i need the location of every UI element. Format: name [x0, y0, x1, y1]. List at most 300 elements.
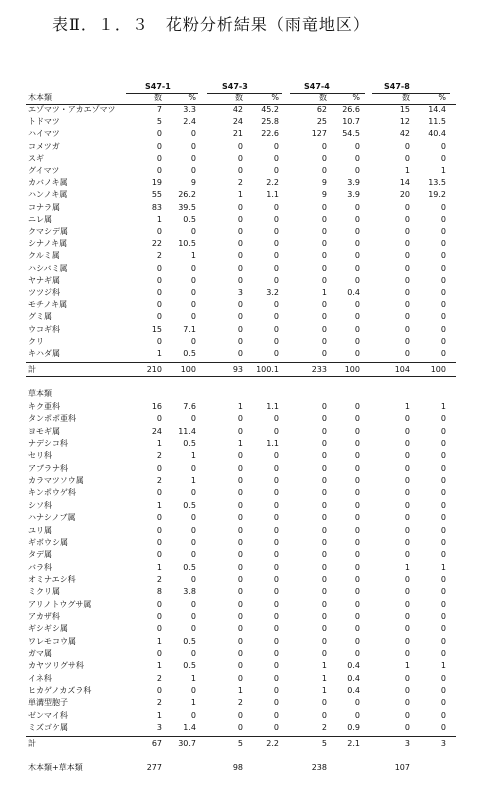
table-cell: 1	[190, 698, 196, 708]
table-cell: 0	[404, 574, 410, 584]
table-cell: 0	[237, 550, 243, 560]
table-cell: 0	[354, 550, 360, 560]
table-cell: 0	[321, 611, 327, 621]
table-cell: 3.2	[266, 288, 279, 297]
table-cell: 0	[190, 686, 196, 696]
taxon-name: シナノキ属	[28, 239, 68, 249]
table-cell: 0	[273, 336, 279, 346]
table-cell: 0	[190, 263, 196, 273]
column-header: %	[271, 93, 279, 102]
table-row	[0, 549, 487, 561]
table-cell: 0	[404, 636, 410, 646]
table-cell: 0	[321, 153, 327, 163]
table-cell: 0	[404, 525, 410, 535]
taxon-name: ギボウシ属	[28, 537, 68, 547]
table-cell: 0	[156, 336, 162, 346]
taxon-name: 単溝型胞子	[28, 698, 68, 708]
total-label: 計	[28, 365, 36, 374]
table-cell: 0	[156, 141, 162, 151]
table-cell: 0	[321, 698, 327, 708]
table-cell: 0	[237, 227, 243, 236]
table-row	[0, 611, 487, 623]
table-cell: 42	[399, 129, 410, 139]
table-row	[0, 586, 487, 598]
taxon-name: ツツジ科	[28, 288, 60, 297]
table-cell: 0	[190, 611, 196, 621]
table-cell: 0	[273, 476, 279, 486]
table-cell: 0	[273, 324, 279, 334]
table-cell: 2	[237, 698, 243, 708]
table-cell: 0	[354, 263, 360, 273]
taxon-name: スギ	[28, 153, 44, 163]
table-cell: 0	[321, 227, 327, 236]
table-row	[0, 401, 487, 413]
table-cell: 0	[321, 574, 327, 584]
table-cell: 0	[354, 513, 360, 523]
table-cell: 13.5	[428, 178, 446, 188]
table-cell: 0	[404, 202, 410, 212]
table-cell: 0	[237, 476, 243, 486]
table-cell: 1	[440, 166, 446, 175]
table-cell: 0	[237, 574, 243, 584]
table-cell: 0	[190, 599, 196, 609]
table-cell: 3.3	[183, 105, 196, 114]
table-cell: 0	[273, 202, 279, 212]
taxon-name: イネ科	[28, 673, 52, 683]
taxon-name: ギシギシ属	[28, 624, 68, 634]
table-cell: 0	[273, 550, 279, 560]
table-cell: 0	[237, 537, 243, 547]
table-cell: 0	[156, 263, 162, 273]
table-cell: 3.8	[183, 587, 196, 597]
table-cell: 24	[232, 117, 243, 127]
table-cell: 0	[440, 636, 446, 646]
total-rule	[26, 362, 456, 363]
taxon-name: ヨモギ属	[28, 426, 60, 436]
table-cell: 0	[321, 263, 327, 273]
table-cell: 0	[440, 214, 446, 224]
table-cell: 0	[190, 141, 196, 151]
table-cell: 0	[321, 426, 327, 436]
site-header: S47-1	[145, 82, 171, 91]
table-cell: 0	[156, 227, 162, 236]
table-cell: 0	[354, 636, 360, 646]
table-cell: 0	[404, 251, 410, 261]
table-cell: 0.5	[183, 214, 196, 224]
table-cell: 0	[321, 251, 327, 261]
taxon-name: キク亜科	[28, 402, 60, 411]
column-header: 数	[154, 93, 162, 102]
taxon-name: アブラナ科	[28, 463, 68, 473]
table-cell: 0	[404, 426, 410, 436]
table-cell: 0	[156, 686, 162, 696]
table-cell: 0	[404, 439, 410, 449]
table-row	[0, 311, 487, 323]
table-cell: 0	[237, 513, 243, 523]
taxon-name: ワレモコウ属	[28, 636, 76, 646]
table-cell: 0	[156, 129, 162, 139]
table-cell: 0	[404, 649, 410, 658]
table-cell: 0	[404, 673, 410, 683]
table-cell: 0	[237, 324, 243, 334]
table-cell: 1	[156, 710, 162, 720]
grand-total-cell: 107	[394, 763, 410, 772]
grand-total-row	[0, 762, 487, 774]
table-cell: 0	[354, 324, 360, 334]
section-label: 草本類	[28, 389, 52, 398]
table-cell: 25.8	[261, 117, 279, 127]
table-cell: 0	[237, 525, 243, 535]
table-cell: 2	[156, 251, 162, 261]
table-cell: 1	[156, 661, 162, 671]
table-cell: 0	[156, 550, 162, 560]
table-cell: 0	[273, 141, 279, 151]
taxon-name: キンポウゲ科	[28, 488, 76, 498]
taxon-name: ヒカゲノカズラ科	[28, 686, 92, 696]
table-row	[0, 475, 487, 487]
table-cell: 1	[156, 500, 162, 510]
column-header: 数	[235, 93, 243, 102]
table-cell: 0	[404, 349, 410, 358]
table-cell: 22	[151, 239, 162, 249]
table-cell: 0	[273, 574, 279, 584]
table-cell: 0	[156, 513, 162, 523]
table-cell: 0	[404, 263, 410, 273]
table-cell: 1	[237, 402, 243, 411]
table-cell: 0	[237, 661, 243, 671]
table-cell: 0	[440, 251, 446, 261]
table-cell: 0	[237, 153, 243, 163]
table-cell: 1	[440, 661, 446, 671]
table-cell: 0.5	[183, 439, 196, 449]
table-cell: 1	[404, 166, 410, 175]
table-row	[0, 238, 487, 250]
table-cell: 40.4	[428, 129, 446, 139]
table-cell: 0	[404, 710, 410, 720]
herb-section-header	[0, 388, 487, 400]
table-row	[0, 648, 487, 660]
table-cell: 0	[404, 599, 410, 609]
table-row	[0, 512, 487, 524]
table-cell: 0	[156, 488, 162, 498]
table-cell: 7.1	[183, 324, 196, 334]
column-header: 数	[402, 93, 410, 102]
column-header: %	[188, 93, 196, 102]
table-cell: 0	[404, 488, 410, 498]
table-cell: 9	[321, 190, 327, 200]
table-cell: 0	[273, 275, 279, 285]
site-header: S47-4	[304, 82, 330, 91]
table-cell: 0	[354, 439, 360, 449]
table-cell: 0	[404, 414, 410, 424]
table-cell: 0	[354, 300, 360, 310]
table-cell: 0	[321, 402, 327, 411]
total-cell: 100	[344, 365, 360, 374]
table-cell: 8	[156, 587, 162, 597]
table-cell: 2	[156, 698, 162, 708]
taxon-name: アカザ科	[28, 611, 60, 621]
table-cell: 0	[156, 599, 162, 609]
table-cell: 0	[273, 451, 279, 461]
table-cell: 0	[237, 251, 243, 261]
table-cell: 0	[321, 439, 327, 449]
table-cell: 42	[232, 105, 243, 114]
taxon-name: ミクリ属	[28, 587, 60, 597]
table-cell: 15	[399, 105, 410, 114]
table-row	[0, 177, 487, 189]
table-cell: 0	[190, 153, 196, 163]
table-cell: 0.5	[183, 562, 196, 572]
table-row	[0, 438, 487, 450]
table-cell: 0	[273, 349, 279, 358]
table-cell: 0	[237, 636, 243, 646]
table-cell: 0	[404, 288, 410, 297]
taxon-name: オミナエシ科	[28, 574, 76, 584]
table-cell: 0	[237, 562, 243, 572]
total-cell: 233	[311, 365, 327, 374]
table-cell: 0	[354, 488, 360, 498]
table-cell: 1.1	[266, 190, 279, 200]
taxon-name: シソ科	[28, 500, 52, 510]
total-cell: 210	[146, 365, 162, 374]
table-cell: 0.5	[183, 661, 196, 671]
table-cell: 0	[273, 312, 279, 322]
taxon-name: クマシデ属	[28, 227, 68, 236]
table-cell: 0	[156, 525, 162, 535]
taxon-name: タンポポ亜科	[28, 414, 76, 424]
table-cell: 1	[321, 673, 327, 683]
table-cell: 0	[237, 587, 243, 597]
table-cell: 24	[151, 426, 162, 436]
table-cell: 0	[237, 649, 243, 658]
taxon-name: コメツガ	[28, 141, 60, 151]
table-cell: 10.5	[178, 239, 196, 249]
table-cell: 21	[232, 129, 243, 139]
table-cell: 0	[321, 202, 327, 212]
table-cell: 0	[237, 336, 243, 346]
table-cell: 0	[354, 414, 360, 424]
table-cell: 0	[354, 611, 360, 621]
table-row	[0, 636, 487, 648]
table-cell: 3	[156, 723, 162, 733]
table-cell: 0	[440, 426, 446, 436]
table-cell: 54.5	[342, 129, 360, 139]
table-cell: 0	[237, 312, 243, 322]
table-cell: 0	[273, 649, 279, 658]
table-cell: 3.9	[347, 190, 360, 200]
table-cell: 0	[440, 451, 446, 461]
table-cell: 26.2	[178, 190, 196, 200]
total-cell: 100	[180, 365, 196, 374]
table-cell: 0	[321, 324, 327, 334]
table-cell: 0	[273, 562, 279, 572]
table-cell: 0.5	[183, 500, 196, 510]
table-cell: 0	[273, 414, 279, 424]
table-cell: 0	[440, 275, 446, 285]
table-cell: 0.4	[347, 686, 360, 696]
column-header-row	[0, 92, 487, 104]
table-cell: 0	[237, 488, 243, 498]
taxon-name: セリ科	[28, 451, 52, 461]
taxon-name: ウコギ科	[28, 324, 60, 334]
taxon-name: ヤナギ属	[28, 275, 60, 285]
taxon-name: ゼンマイ科	[28, 710, 68, 720]
taxon-name: カバノキ属	[28, 178, 68, 188]
table-cell: 0	[273, 300, 279, 310]
table-cell: 0.4	[347, 288, 360, 297]
table-row	[0, 673, 487, 685]
table-cell: 1	[156, 636, 162, 646]
table-cell: 0	[404, 537, 410, 547]
table-cell: 1	[237, 439, 243, 449]
table-cell: 0	[404, 686, 410, 696]
total-cell: 104	[394, 365, 410, 374]
table-cell: 0	[440, 463, 446, 473]
table-cell: 2	[156, 673, 162, 683]
table-cell: 1.1	[266, 439, 279, 449]
taxon-name: モチノキ属	[28, 300, 68, 310]
table-cell: 0	[440, 673, 446, 683]
table-cell: 0	[440, 312, 446, 322]
table-cell: 0	[156, 312, 162, 322]
table-cell: 1	[404, 562, 410, 572]
table-cell: 0.5	[183, 636, 196, 646]
table-cell: 22.6	[261, 129, 279, 139]
table-cell: 0	[404, 141, 410, 151]
total-cell: 3	[440, 739, 446, 748]
table-cell: 62	[316, 105, 327, 114]
taxon-name: グイマツ	[28, 166, 60, 175]
table-cell: 0	[321, 562, 327, 572]
table-row	[0, 500, 487, 512]
table-cell: 0	[404, 611, 410, 621]
table-cell: 1	[156, 214, 162, 224]
table-cell: 0	[354, 239, 360, 249]
table-cell: 0	[190, 275, 196, 285]
table-cell: 0	[321, 636, 327, 646]
table-cell: 0	[321, 476, 327, 486]
table-cell: 0	[404, 324, 410, 334]
table-cell: 0	[354, 214, 360, 224]
total-cell: 30.7	[178, 739, 196, 748]
table-cell: 14	[399, 178, 410, 188]
table-cell: 0	[237, 166, 243, 175]
table-cell: 0	[404, 698, 410, 708]
table-cell: 0	[237, 500, 243, 510]
table-cell: 0	[273, 537, 279, 547]
table-cell: 0	[440, 649, 446, 658]
table-cell: 0	[190, 537, 196, 547]
table-cell: 1	[321, 661, 327, 671]
taxon-name: ハシバミ属	[28, 263, 68, 273]
site-header: S47-8	[384, 82, 410, 91]
table-cell: 2.2	[266, 178, 279, 188]
table-cell: 0	[156, 611, 162, 621]
table-row	[0, 214, 487, 226]
table-cell: 0	[156, 288, 162, 297]
table-cell: 0	[237, 214, 243, 224]
table-cell: 0	[354, 710, 360, 720]
table-row	[0, 275, 487, 287]
table-cell: 0	[273, 698, 279, 708]
table-cell: 0	[156, 275, 162, 285]
grand-total-cell: 98	[232, 763, 243, 772]
table-cell: 1	[321, 686, 327, 696]
table-cell: 0	[440, 288, 446, 297]
taxon-name: ナデシコ科	[28, 439, 68, 449]
table-cell: 0.9	[347, 723, 360, 733]
column-header: %	[438, 93, 446, 102]
total-cell: 2.1	[347, 739, 360, 748]
table-row	[0, 336, 487, 348]
table-cell: 0	[273, 710, 279, 720]
taxon-name: ガマ属	[28, 649, 52, 658]
table-cell: 0	[321, 525, 327, 535]
table-cell: 127	[311, 129, 327, 139]
table-cell: 0	[354, 251, 360, 261]
table-cell: 1	[190, 451, 196, 461]
table-cell: 0	[237, 673, 243, 683]
taxon-name: カラマツソウ属	[28, 476, 84, 486]
table-row	[0, 165, 487, 177]
table-cell: 1	[440, 402, 446, 411]
taxon-name: ハンノキ属	[28, 190, 68, 200]
table-cell: 0	[237, 141, 243, 151]
table-row	[0, 426, 487, 438]
table-cell: 0	[237, 451, 243, 461]
table-cell: 0	[440, 300, 446, 310]
table-cell: 1	[404, 661, 410, 671]
table-cell: 0	[440, 599, 446, 609]
table-cell: 0	[354, 202, 360, 212]
table-cell: 0	[440, 414, 446, 424]
table-row	[0, 450, 487, 462]
table-cell: 0	[404, 624, 410, 634]
table-cell: 0	[354, 574, 360, 584]
table-cell: 0	[354, 227, 360, 236]
column-header: 数	[319, 93, 327, 102]
table-cell: 0	[354, 426, 360, 436]
table-cell: 1	[156, 349, 162, 358]
table-cell: 20	[399, 190, 410, 200]
table-cell: 0	[440, 698, 446, 708]
table-cell: 0	[273, 463, 279, 473]
table-cell: 0	[190, 574, 196, 584]
taxon-name: クリ	[28, 336, 44, 346]
table-cell: 0	[404, 723, 410, 733]
table-cell: 0	[190, 488, 196, 498]
table-cell: 0.5	[183, 349, 196, 358]
section-rule	[26, 376, 456, 377]
table-cell: 1	[237, 190, 243, 200]
table-cell: 0	[321, 300, 327, 310]
table-cell: 1	[440, 562, 446, 572]
table-cell: 0	[321, 513, 327, 523]
table-cell: 0	[440, 550, 446, 560]
table-cell: 0	[156, 300, 162, 310]
taxon-name: アリノトウグサ属	[28, 599, 92, 609]
table-cell: 0	[440, 476, 446, 486]
table-cell: 0	[237, 723, 243, 733]
table-cell: 39.5	[178, 202, 196, 212]
table-cell: 0	[440, 153, 446, 163]
table-row	[0, 697, 487, 709]
table-cell: 0	[273, 673, 279, 683]
table-cell: 1	[321, 288, 327, 297]
table-cell: 0	[273, 661, 279, 671]
table-cell: 0	[321, 349, 327, 358]
table-cell: 0	[273, 263, 279, 273]
